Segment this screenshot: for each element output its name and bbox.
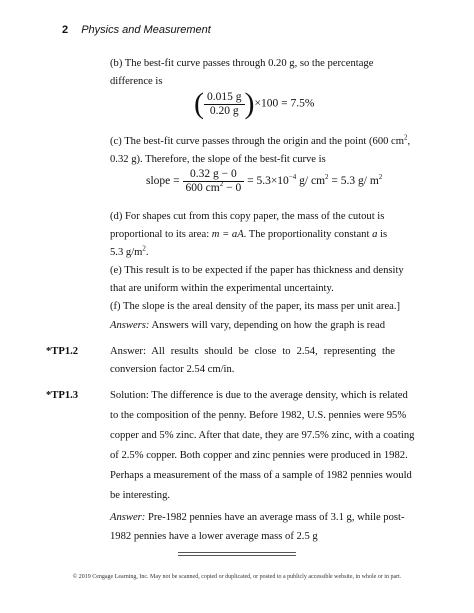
tp1-3-line: copper and 5% zinc. After that date, they are 97.5% zinc, with a coating <box>110 430 415 441</box>
part-e-line-1: (e) This result is to be expected if the paper has thickness and density <box>110 265 404 276</box>
superscript: 2 <box>404 133 408 142</box>
page-number: 2 <box>62 24 69 36</box>
part-d-line-2 <box>110 229 387 241</box>
superscript: 2 <box>325 173 329 182</box>
part-d-line-1: (d) For shapes cut from this copy paper, the mass of the cutout is <box>110 211 385 222</box>
slope-denominator <box>183 182 245 195</box>
part-e-line-2: that are uniform within the experimental uncertainty. <box>110 283 334 294</box>
part-f-line-1: (f) The slope is the areal density of the paper, its mass per unit area.] <box>110 301 401 312</box>
text-run: is <box>377 229 388 240</box>
right-paren: ) <box>244 87 255 120</box>
left-paren: ( <box>194 87 204 120</box>
chapter-title: Physics and Measurement <box>81 24 211 36</box>
answers-text: Answers will vary, depending on how the graph is read <box>149 320 385 331</box>
copyright-footer: © 2019 Cengage Learning, Inc. May not be scanned, copied or duplicated, or posted to a publicly accessible website, in whole or in part. <box>72 574 402 580</box>
tp1-3-answer-line-1 <box>110 512 405 524</box>
part-b-line-2: difference is <box>110 76 163 87</box>
slope-fraction <box>183 168 245 195</box>
slope-equation <box>146 168 382 195</box>
slope-result <box>244 175 382 187</box>
superscript: 2 <box>378 173 383 182</box>
slope-numerator: 0.32 g − 0 <box>183 168 245 182</box>
tp1-2-line-2: conversion factor 2.54 cm/in. <box>110 364 235 375</box>
percentage-difference-equation <box>194 89 314 119</box>
formula: m = aA <box>211 229 244 240</box>
tp1-3-line: Perhaps a measurement of the mass of a sample of 1982 pennies would <box>110 470 412 481</box>
text-run: 5.3 g/m <box>110 247 143 258</box>
superscript: −4 <box>288 173 297 182</box>
text-run: (c) The best-fit curve passes through the origin and the point (600 cm <box>110 136 404 147</box>
superscript: 2 <box>142 244 146 253</box>
fraction-denominator: 0.20 g <box>209 104 239 117</box>
answer-label: Answer: <box>110 512 146 523</box>
equation-result: ×100 = 7.5% <box>254 97 315 110</box>
tp1-3-line: of 2.5% copper. Both copper and zinc pennies were produced in 1982. <box>110 450 408 461</box>
text-run: − 0 <box>223 182 242 194</box>
footer-rule <box>178 555 296 556</box>
answers-label: Answers: <box>110 320 150 331</box>
text-run: g/ cm <box>296 175 326 188</box>
text-run: = 5.3×10 <box>244 175 289 188</box>
text-run: 600 cm <box>185 182 220 194</box>
part-d-line-3 <box>110 244 149 259</box>
variable: a <box>372 229 378 240</box>
slope-label: slope = <box>146 175 180 188</box>
answer-text: Pre-1982 pennies have an average mass of 3.1 g, while post- <box>145 512 405 523</box>
part-c-line-1 <box>110 133 411 148</box>
text-run: , <box>407 136 411 147</box>
tp1-2-line-1: Answer: All results should be close to 2.54, representing the <box>110 346 395 357</box>
page-header <box>62 24 211 36</box>
part-c-line-2: 0.32 g). Therefore, the slope of the best-fit curve is <box>110 154 326 165</box>
text-run: . <box>145 247 149 258</box>
fraction-numerator: 0.015 g <box>204 91 245 105</box>
tp1-3-line: to the composition of the penny. Before 1982, U.S. pennies were 95% <box>110 410 407 421</box>
text-run: proportional to its area: <box>110 229 212 240</box>
text-run: . The proportionality constant <box>243 229 373 240</box>
tp1-3-line: be interesting. <box>110 490 171 501</box>
tp1-3-label: *TP1.3 <box>46 390 79 401</box>
answers-line <box>110 320 385 332</box>
part-b-line-1: (b) The best-fit curve passes through 0.20 g, so the percentage <box>110 58 374 69</box>
text-run: = 5.3 g/ m <box>328 175 379 188</box>
footer-rule <box>178 552 296 553</box>
superscript: 2 <box>219 180 224 189</box>
tp1-3-line: Solution: The difference is due to the average density, which is related <box>110 390 408 401</box>
tp1-3-answer-line-2: 1982 pennies have a lower average mass of 2.5 g <box>110 531 318 542</box>
fraction <box>204 91 245 118</box>
tp1-2-label: *TP1.2 <box>46 346 79 357</box>
